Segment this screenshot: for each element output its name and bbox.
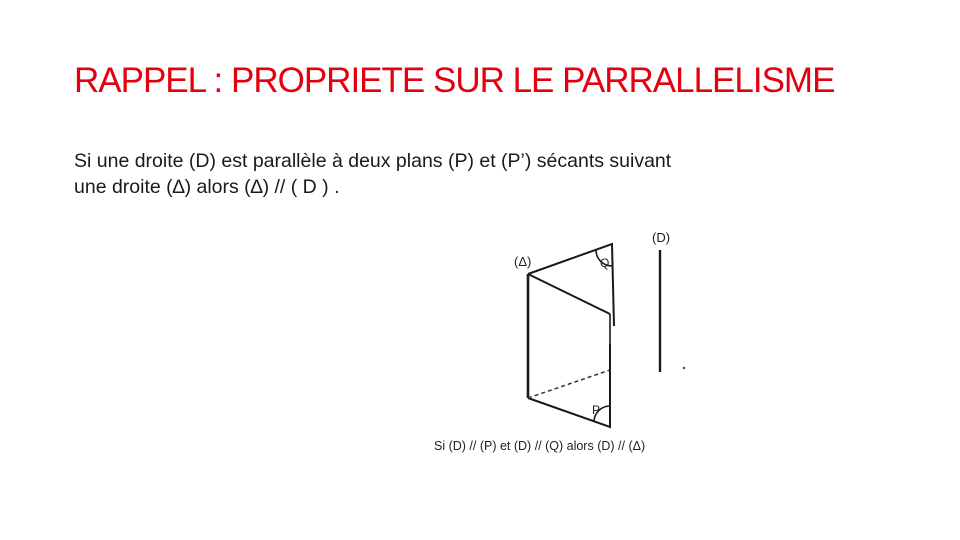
label-delta: (Δ) — [514, 254, 532, 269]
statement-line-2: une droite (∆) alors (∆) // ( D ) . — [74, 176, 340, 198]
fold-edge — [528, 274, 610, 314]
statement-line-1: Si une droite (D) est parallèle à deux plans (P) et (P’) sécants suivant — [74, 150, 672, 172]
label-d: (D) — [652, 230, 671, 245]
label-p: P — [592, 403, 601, 417]
figure-caption: Si (D) // (P) et (D) // (Q) alors (D) // (Δ) — [434, 439, 646, 453]
line-d-end-dot — [683, 367, 685, 369]
slide-title: RAPPEL : PROPRIETE SUR LE PARRALLELISME — [74, 61, 835, 100]
label-q: Q — [600, 256, 610, 270]
parallel-planes-diagram — [420, 222, 720, 472]
property-statement — [74, 148, 894, 200]
hidden-edge — [528, 370, 610, 398]
